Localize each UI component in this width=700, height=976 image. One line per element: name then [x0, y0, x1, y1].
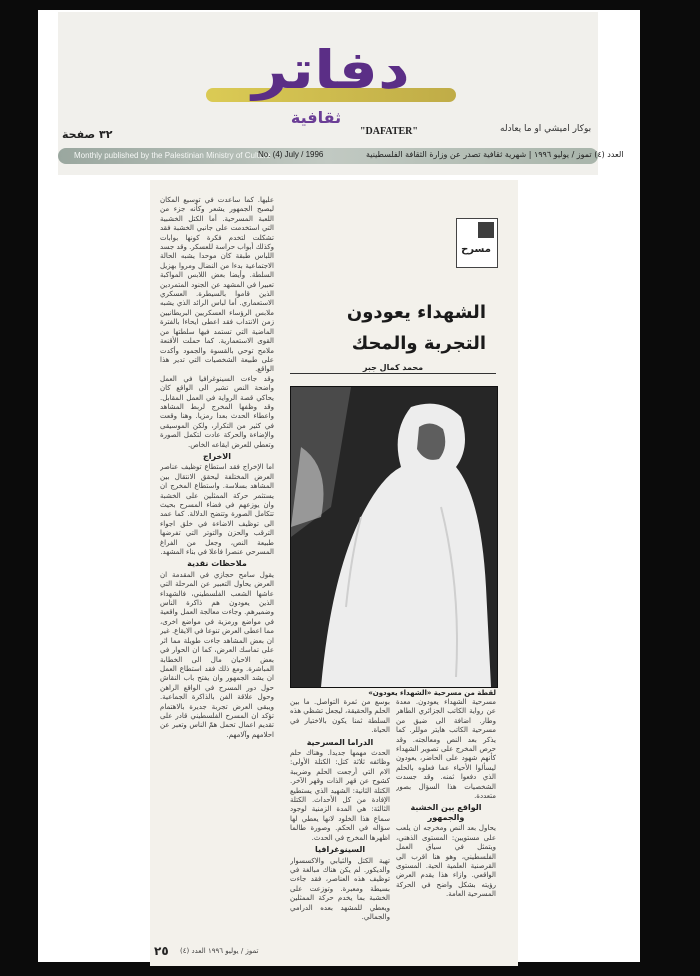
page-number: ٢٥	[154, 944, 169, 958]
photo-figure-icon	[291, 387, 497, 687]
subhead-reality: الواقع بين الخشبة والجمهور	[410, 803, 482, 822]
band-arabic: العدد (٤) تموز / يوليو ١٩٩٦ | شهرية ثقافية تصدر عن وزارة الثقافة الفلسطينية	[366, 150, 624, 159]
paragraph: وقد جاءت السينوغرافيا في العمل واضحة النص تشير الى الواقع كان يحاكي قصة الرواية في العمل المقابل. وقد وظفها المخرج لربط المشاهد واعطاء الحدث بعدا رمزيا. وهنا وقعت في كثير من التكرار، ولكن الموسيقى والإضاءة والحركة عادت لتكمل الصورة وتعطي للعرض ايقاعه الخاص.	[160, 374, 274, 449]
subhead-dramaturgy: الدراما المسرحية	[306, 737, 374, 747]
article-photo	[290, 386, 498, 688]
paragraph: تهية الكتل والثيابي والاكسسوار والديكور. لم يكن هناك مبالغة في توظيف هذه العناصر، فقد جاءت بسيطة ومعبرة. وتوزعت على الخشبة بما يخدم حركة الممثلين ويعطي للمشهد بعده الدرامي والجمالي.	[290, 856, 390, 921]
logo-subtitle: ثقافية	[290, 108, 342, 127]
column-left	[160, 196, 274, 948]
subhead-direction: الاخراج	[203, 451, 231, 461]
band-issue: No. (4) July / 1996	[258, 150, 324, 159]
paragraph: يحاول بعد النص ومخرجه ان يلعب على مستويين: المستوى الذهني، ويتمثل في سياق العمل الفلسطيني، وهو هنا اقرب الى القرصنية العلمية الحية. المستوى الواقعي. وازاء هذا يقدم العرض رؤيته بشكل واضح في الحركة المسرحية العامة.	[396, 824, 496, 899]
divider	[290, 373, 496, 374]
footer-date: تموز / يوليو ١٩٩٦ العدد (٤)	[180, 947, 259, 955]
subhead-critical-notes: ملاحظات نقدية	[187, 559, 247, 569]
column-center-right	[396, 698, 496, 940]
paragraph: بوسع من ثمرة التواصل. ما بين الحلم والحقيقة، ليجعل تشظي هذه السلطة ثمنا يكون بالاختيار في الحياة.	[290, 698, 390, 735]
section-tag: مسرح	[461, 244, 491, 255]
byline: محمد كمال جبر	[362, 363, 424, 372]
paragraph: اما الإخراج فقد استطاع توظيف عناصر العرض المختلفة ليحقق الانتقال بين المشاهد بسلاسة. واستطاع المخرج ان يستثمر حركة الممثلين على الخشبة وان يوزعهم في فضاء المسرح بحيث تتكامل الصورة وتتضح الدلالة. كما عمد الى توظيف الاضاءة في خلق اجواء الترقب والحزن والتوتر التي تفرضها طبيعة النص، وجعل من الفراغ المسرحي عنصرا فاعلا في بناء المشهد.	[160, 463, 274, 557]
headline-line-2: التجربة والمحك	[351, 333, 486, 354]
paragraph: مسرحية الشهداء يعودون. معدة عن رواية الكاتب الجزائري الطاهر وطار. اضافة الى ضيق من مسرحية الكاتب هايتر موللر. كما يذكر بعد النص ومعالجته. وقد حرص المخرج على تصوير الشهداء كأنهم شهود على الحاضر، يعودون ليسألوا الأحياء عما فعلوه بالحلم الذي دفعوا ثمنه. وقد جسدت الشخصيات هذا السؤال بصور متعددة.	[396, 698, 496, 801]
photo-caption: لقطة من مسرحية «الشهداء يعودون»	[368, 689, 496, 697]
headline-line-1: الشهداء يعودون	[346, 302, 486, 323]
paragraph: يقول سامح حجازي في المقدمة ان العرض يحاول التعبير عن المرحلة التي عاشها الشعب الفلسطيني، فالشهداء الذين يعودون هم ذاكرة الناس وضميرهم. وجاءت معالجة العمل واقعية في مواضع ورمزية في مواضع اخرى، مما اعطى العرض تنوعا في الايقاع. غير ان بعض المشاهد جاءت طويلة مما اثر على تماسك العرض، كما ان الحوار في بعض الاحيان مال الى الخطابة المباشرة. ومع ذلك فقد استطاع العمل ان يشد الجمهور وان يفتح باب النقاش حول دور المسرح في الواقع الراهن وحول علاقة الفن بالذاكرة الجماعية. ويبقى العرض تجربة جديرة بالاهتمام تؤكد ان المسرح الفلسطيني قادر على تقديم اعمال تحمل همّ الناس وتعبر عن احلامهم وآلامهم.	[160, 570, 274, 739]
logo	[196, 30, 466, 127]
english-title: "DAFATER"	[360, 126, 418, 137]
logo-title: دفاتر	[252, 38, 410, 101]
page-count: ٣٢ صفحة	[62, 128, 113, 141]
subhead-scenography: السينوغرافيا	[314, 845, 366, 855]
top-note: بوكار اميشي او ما يعادله	[500, 124, 592, 134]
column-center-left	[290, 698, 390, 940]
band-english: Monthly published by the Palestinian Ministry of Culture	[74, 151, 271, 160]
paragraph: الحدث مهمها جديدا. وهناك حلم وظائفه ثلاثة كتل: الكتلة الأولى: الام التي أرجعت الحلم وضريبة كشوح عن قهر الذات وقهر الآخر. الكتلة الثانية: الشهيد الذي يستطيع الإفادة من كل الأحداث. الكتلة الثالثة: هي المدة الزمنية لوجود سماع هذا الخلود لانها يعطي لها سؤاله في الحكم. وصورة طالما اظهرها المخرج في الحدث.	[290, 749, 390, 842]
paragraph: عليها. كما ساعدت في توسيع المكان ليصبح الجمهور يشعر وكأنه جزء من اللعبة المسرحية. أما الكتل الخشبية التي استخدمت على جانبي الخشبة فقد تشكلت لتخدم فكرة كونها بوابات وكذلك أبواب حراسة للعسكر. وقد جسد اللباس طبقة كان موحدا يشبه الحالة الاجتماعية بدءا من النضال ومروا بهزيل السلطة. وأيضا بعض اللابس المواكبة تعبيرا في المشهد عن الجنود المتمردين الذين قاموا بالسيطرة. العسكري الاستعماري. أما لباس الرائد الذي يشبه ملابس الرؤساء العسكريين البريطانيين زمن الانتداب فقد اعطى ايحاءا بالفترة الماضية التي تستمد فيها سلطتها من القوى الاستعمارية. كما حملت الأقنعة ملامح توحي بالقسوة والجمود وأكدت على طبيعة الشخصيات التي تدير هذا الواقع.	[160, 196, 274, 374]
section-square-icon	[478, 222, 494, 238]
